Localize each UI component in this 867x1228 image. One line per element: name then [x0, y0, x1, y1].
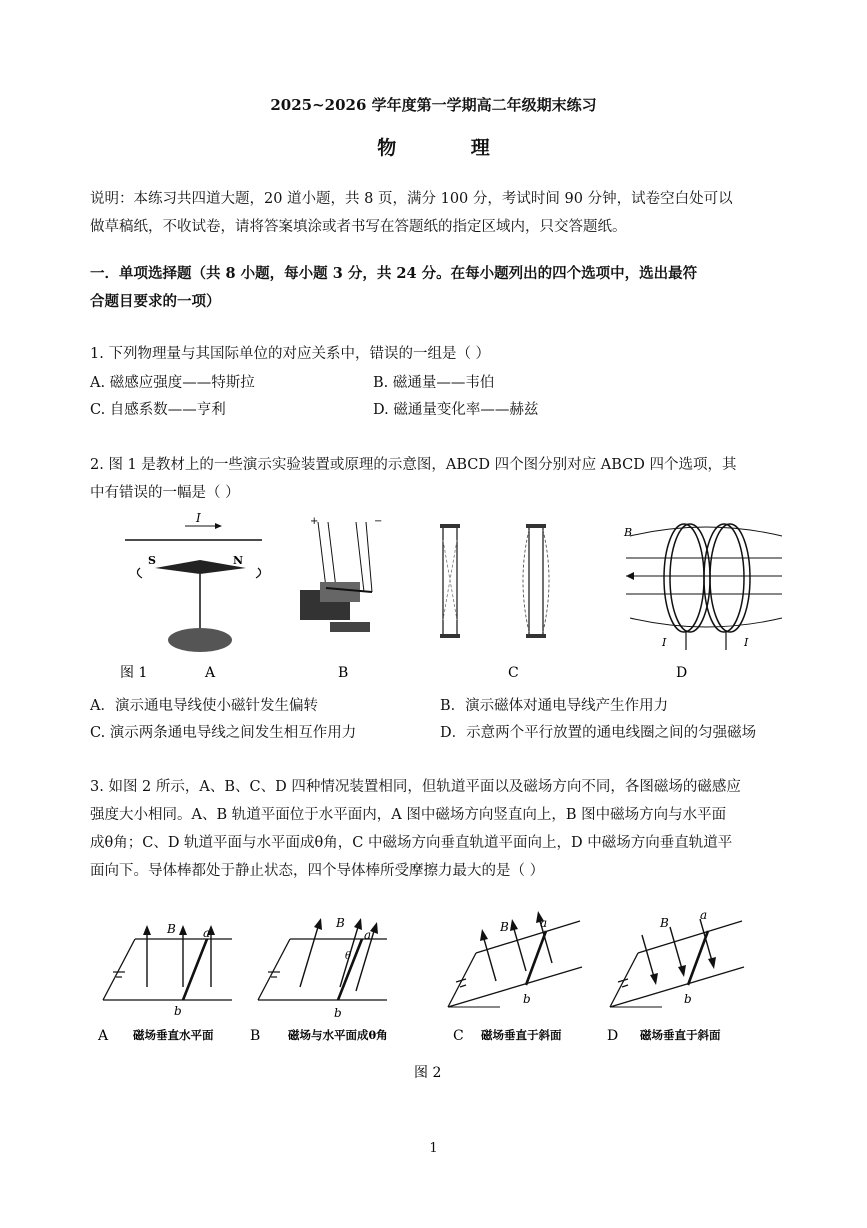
question-1-option-a: A. 磁感应强度——特斯拉 [90, 375, 255, 391]
figure-2-b-field-label: B [336, 916, 345, 930]
figure-2-panel-b [258, 916, 387, 1020]
figure-1-sub-label-d: D [676, 665, 688, 681]
question-2-option-d: D．示意两个平行放置的通电线圈之间的匀强磁场 [440, 725, 757, 741]
question-3-line-1: 3. 如图 2 所示，A、B、C、D 四种情况装置相同，但轨道平面以及磁场方向不同，各图磁场的磁感应 [90, 779, 741, 795]
question-2-option-a: A．演示通电导线使小磁针发生偏转 [90, 698, 318, 714]
section-heading-line-1: 一．单项选择题（共 8 小题，每小题 3 分，共 24 分。在每小题列出的四个选项中，选出最符 [90, 265, 698, 282]
figure-2-letter-c: C [453, 1028, 464, 1044]
figure-2-panel-d [610, 908, 744, 1007]
figure-1-north-label: N [233, 554, 244, 567]
figure-2-letter-b: B [250, 1028, 261, 1044]
svg-text:−: − [374, 516, 383, 527]
figure-1-sub-label-a: A [205, 665, 216, 681]
svg-text:+: + [310, 516, 319, 527]
figure-1-sub-label-b: B [338, 665, 349, 681]
figure-2-label: 图 2 [414, 1065, 442, 1081]
figure-2-b-angle: θ [345, 951, 352, 962]
question-3-line-2: 强度大小相同。A、B 轨道平面位于水平面内，A 图中磁场方向竖直向上，B 图中磁场方向与水平面 [90, 807, 727, 823]
question-1-option-b: B. 磁通量——韦伯 [373, 375, 495, 391]
subject-title: 物 理 [377, 137, 524, 159]
figure-1 [0, 510, 867, 685]
figure-1-current-label: I [196, 511, 201, 525]
figure-2-b-end-b: b [334, 1006, 342, 1020]
figure-2-a-end-b: b [174, 1004, 182, 1018]
figure-2-d-field-label: B [660, 916, 669, 930]
figure-1-panel-b [300, 516, 382, 632]
figure-1-panel-c [440, 524, 549, 638]
figure-1-panel-a [125, 511, 262, 652]
figure-2-caption-a: 磁场垂直水平面 [133, 1028, 214, 1042]
figure-1-panel-d [623, 524, 782, 650]
instructions [90, 185, 780, 241]
instructions-line-1: 说明：本练习共四道大题，20 道小题，共 8 页，满分 100 分，考试时间 90 分钟，试卷空白处可以 [90, 191, 733, 207]
figure-2-letter-a: A [98, 1028, 109, 1044]
figure-1-label: 图 1 [120, 665, 148, 681]
question-3-line-3: 成θ角；C、D 轨道平面与水平面成θ角，C 中磁场方向垂直轨道平面向上，D 中磁场方向垂直轨道平 [90, 835, 733, 851]
figure-2-b-end-a: a [364, 928, 372, 942]
figure-1-sub-label-c: C [508, 665, 519, 681]
figure-2-a-field-label: B [167, 922, 176, 936]
question-2-option-b: B．演示磁体对通电导线产生作用力 [440, 698, 669, 714]
question-2-line-2: 中有错误的一幅是（ ） [90, 485, 240, 501]
question-1-stem: 1. 下列物理量与其国际单位的对应关系中，错误的一组是（ ） [90, 346, 491, 362]
figure-2-c-field-label: B [500, 920, 509, 934]
question-1-option-c: C. 自感系数——亨利 [90, 402, 226, 418]
figure-2 [0, 905, 867, 1090]
figure-2-d-end-b: b [684, 992, 692, 1006]
figure-2-caption-c: 磁场垂直于斜面 [481, 1028, 562, 1042]
instructions-line-2: 做草稿纸，不收试卷，请将答案填涂或者书写在答题纸的指定区域内，只交答题纸。 [90, 219, 627, 235]
figure-1-current-left: I [662, 636, 667, 649]
section-heading [90, 260, 780, 316]
figure-2-d-end-a: a [700, 908, 708, 922]
question-2-line-1: 2. 图 1 是教材上的一些演示实验装置或原理的示意图，ABCD 四个图分别对应 ABCD 四个选项，其 [90, 457, 737, 473]
figure-2-panel-a [103, 922, 232, 1018]
figure-2-c-end-b: b [523, 992, 531, 1006]
figure-2-a-end-a: a [203, 926, 211, 940]
figure-1-current-right: I [744, 636, 749, 649]
figure-2-panel-c [448, 911, 582, 1007]
question-2-stem [90, 451, 780, 507]
figure-1-field-label: B [624, 526, 633, 539]
figure-2-caption-d: 磁场垂直于斜面 [640, 1028, 721, 1042]
page-number: 1 [429, 1141, 438, 1156]
question-2-option-c: C. 演示两条通电导线之间发生相互作用力 [90, 725, 357, 741]
question-3-line-4: 面向下。导体棒都处于静止状态，四个导体棒所受摩擦力最大的是（ ） [90, 863, 545, 879]
figure-2-letter-d: D [607, 1028, 619, 1044]
figure-2-c-end-a: a [540, 916, 548, 930]
figure-2-caption-b: 磁场与水平面成θ角 [288, 1028, 388, 1042]
figure-1-south-label: S [148, 554, 156, 567]
question-1-option-d: D. 磁通量变化率——赫兹 [373, 402, 539, 418]
exam-title: 2025~2026 学年度第一学期高二年级期末练习 [270, 96, 597, 114]
question-3-stem [90, 773, 790, 885]
section-heading-line-2: 合题目要求的一项） [90, 293, 221, 310]
